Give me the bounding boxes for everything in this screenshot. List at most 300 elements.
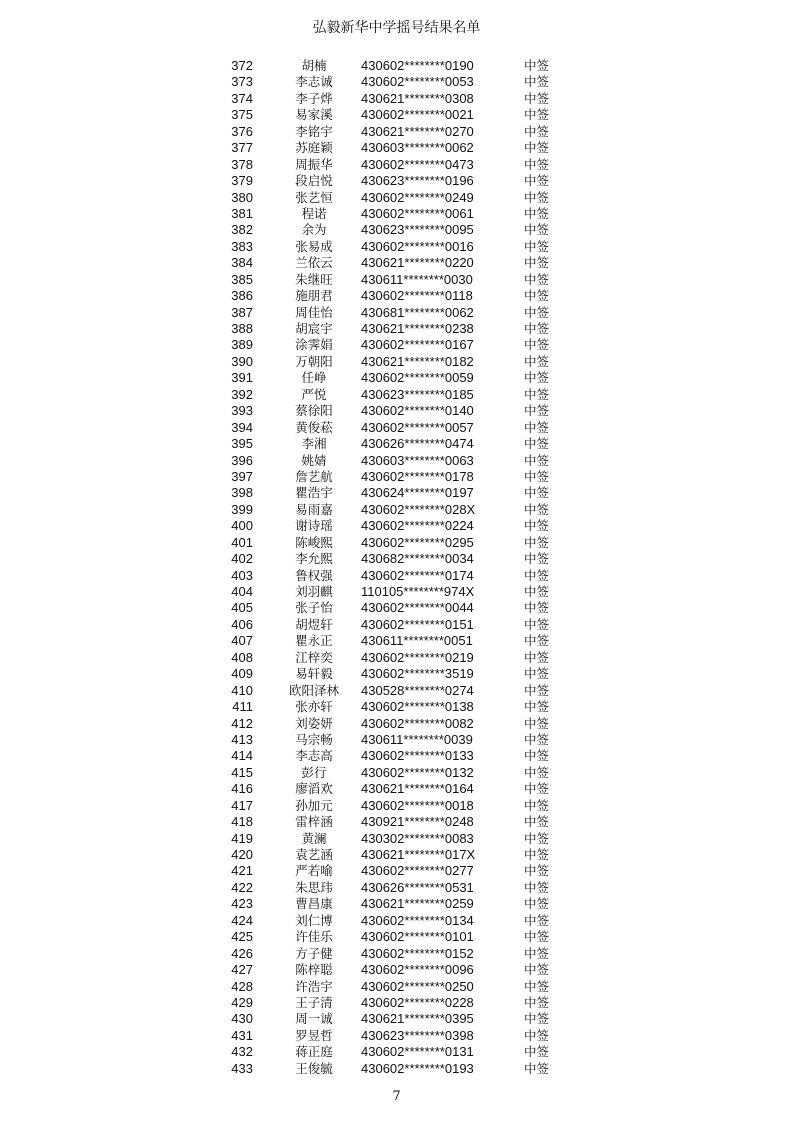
row-number: 411 <box>232 699 253 715</box>
row-number: 400 <box>231 518 253 534</box>
row-number: 375 <box>231 107 253 123</box>
lottery-result: 中签 <box>524 304 550 320</box>
row-number: 382 <box>231 222 253 238</box>
student-name: 张易成 <box>295 238 333 254</box>
row-number: 383 <box>231 238 253 254</box>
page-number: 7 <box>392 1089 401 1104</box>
row-number: 388 <box>231 321 253 336</box>
student-name: 许佳乐 <box>295 929 333 945</box>
id-number: 430603********0062 <box>361 140 474 156</box>
list-item <box>0 173 793 189</box>
lottery-result: 中签 <box>524 1011 550 1027</box>
lottery-result: 中签 <box>524 912 550 928</box>
list-item <box>0 469 793 485</box>
student-name: 袁艺涵 <box>295 847 333 862</box>
student-name: 张艺恒 <box>295 189 333 205</box>
list-item <box>0 1044 793 1060</box>
id-number: 430602********0140 <box>361 403 474 419</box>
student-name: 易家溪 <box>295 107 333 123</box>
list-item <box>0 962 793 978</box>
student-name: 马宗畅 <box>295 731 333 747</box>
row-number: 418 <box>231 814 253 830</box>
lottery-result: 中签 <box>524 584 550 599</box>
list-item <box>0 584 793 600</box>
list-item <box>0 420 793 436</box>
id-number: 430602********0057 <box>361 419 474 435</box>
student-name: 瞿永正 <box>295 633 333 649</box>
row-number: 399 <box>231 501 253 517</box>
list-item <box>0 206 793 222</box>
id-number: 430621********0220 <box>361 255 474 271</box>
row-number: 395 <box>231 436 253 452</box>
list-item <box>0 337 793 353</box>
list-item <box>0 305 793 321</box>
row-number: 422 <box>231 879 253 895</box>
lottery-result: 中签 <box>524 945 550 961</box>
result-list <box>0 58 793 1077</box>
list-item <box>0 354 793 370</box>
lottery-result: 中签 <box>524 74 550 90</box>
row-number: 372 <box>231 58 253 73</box>
id-number: 430602********0190 <box>361 58 474 73</box>
row-number: 385 <box>231 271 253 287</box>
list-item <box>0 781 793 797</box>
lottery-result: 中签 <box>524 551 550 567</box>
id-number: 430602********0277 <box>361 863 474 879</box>
list-item <box>0 880 793 896</box>
row-number: 386 <box>231 288 253 304</box>
lottery-result: 中签 <box>524 403 550 419</box>
id-number: 430611********0039 <box>361 731 473 747</box>
row-number: 420 <box>231 847 253 862</box>
id-number: 430602********0219 <box>361 649 474 665</box>
id-number: 430602********0152 <box>361 945 474 961</box>
student-name: 罗昱哲 <box>295 1027 333 1043</box>
lottery-result: 中签 <box>524 1060 550 1076</box>
id-number: 430681********0062 <box>361 304 474 320</box>
student-name: 胡煜轩 <box>295 616 333 632</box>
student-name: 王俊毓 <box>295 1060 333 1076</box>
student-name: 李湘 <box>301 436 327 452</box>
id-number: 430602********0061 <box>361 205 474 221</box>
id-number: 430602********0250 <box>361 978 474 994</box>
student-name: 张亦轩 <box>295 699 333 715</box>
list-item <box>0 716 793 732</box>
row-number: 410 <box>231 682 253 698</box>
row-number: 396 <box>231 452 253 468</box>
list-item <box>0 666 793 682</box>
lottery-result: 中签 <box>524 567 550 583</box>
list-item <box>0 1061 793 1077</box>
lottery-result: 中签 <box>524 173 550 189</box>
row-number: 412 <box>231 715 253 731</box>
row-number: 419 <box>231 830 253 846</box>
lottery-result: 中签 <box>524 699 550 715</box>
lottery-result: 中签 <box>524 682 550 698</box>
id-number: 430528********0274 <box>361 682 474 698</box>
row-number: 421 <box>231 863 253 879</box>
id-number: 430602********0131 <box>361 1044 474 1060</box>
lottery-result: 中签 <box>524 353 550 369</box>
student-name: 詹艺航 <box>295 468 333 484</box>
list-item <box>0 748 793 764</box>
student-name: 刘羽麒 <box>295 584 333 599</box>
id-number: 430621********0308 <box>361 90 474 106</box>
id-number: 430621********0395 <box>361 1011 474 1027</box>
student-name: 刘仁博 <box>295 912 333 928</box>
id-number: 430611********0030 <box>361 271 473 287</box>
id-number: 430624********0197 <box>361 485 474 501</box>
student-name: 涂霁娟 <box>295 337 333 353</box>
list-item <box>0 946 793 962</box>
row-number: 389 <box>231 337 253 353</box>
row-number: 406 <box>231 616 253 632</box>
student-name: 孙加元 <box>295 797 333 813</box>
row-number: 391 <box>231 370 253 386</box>
row-number: 417 <box>231 797 253 813</box>
lottery-result: 中签 <box>524 205 550 221</box>
lottery-result: 中签 <box>524 140 550 156</box>
lottery-result: 中签 <box>524 156 550 172</box>
row-number: 424 <box>231 912 253 928</box>
id-number: 430602********0473 <box>361 156 474 172</box>
list-item <box>0 650 793 666</box>
row-number: 394 <box>231 419 253 435</box>
lottery-result: 中签 <box>524 452 550 468</box>
list-item <box>0 863 793 879</box>
row-number: 423 <box>231 896 253 912</box>
row-number: 426 <box>231 945 253 961</box>
row-number: 384 <box>231 255 253 271</box>
row-number: 404 <box>231 584 253 599</box>
student-name: 曹昌康 <box>295 896 333 912</box>
id-number: 430602********028X <box>361 501 476 517</box>
lottery-result: 中签 <box>524 847 550 862</box>
id-number: 430602********0174 <box>361 567 474 583</box>
id-number: 430921********0248 <box>361 814 474 830</box>
list-item <box>0 1028 793 1044</box>
row-number: 397 <box>231 468 253 484</box>
list-item <box>0 979 793 995</box>
id-number: 430602********0151 <box>361 616 474 632</box>
student-name: 严若喻 <box>295 863 333 879</box>
list-item <box>0 321 793 337</box>
id-number: 430602********0101 <box>361 929 474 945</box>
id-number: 430602********0118 <box>361 288 473 304</box>
student-name: 施朋君 <box>295 288 333 304</box>
id-number: 430302********0083 <box>361 830 474 846</box>
lottery-result: 中签 <box>524 830 550 846</box>
list-item <box>0 518 793 534</box>
id-number: 430623********0398 <box>361 1027 474 1043</box>
list-item <box>0 551 793 567</box>
row-number: 378 <box>231 156 253 172</box>
row-number: 416 <box>231 781 253 797</box>
lottery-result: 中签 <box>524 238 550 254</box>
id-number: 430603********0063 <box>361 452 474 468</box>
list-item <box>0 683 793 699</box>
student-name: 周一诚 <box>295 1011 333 1027</box>
id-number: 430623********0095 <box>361 222 474 238</box>
list-item <box>0 91 793 107</box>
student-name: 胡楠 <box>301 58 327 73</box>
lottery-result: 中签 <box>524 1027 550 1043</box>
lottery-result: 中签 <box>524 994 550 1010</box>
student-name: 严悦 <box>301 386 327 402</box>
id-number: 430621********017X <box>361 847 476 862</box>
id-number: 430623********0196 <box>361 173 474 189</box>
student-name: 周振华 <box>295 156 333 172</box>
row-number: 427 <box>231 962 253 978</box>
id-number: 430602********0021 <box>361 107 474 123</box>
id-number: 430602********0138 <box>361 699 474 715</box>
student-name: 兰依云 <box>295 255 333 271</box>
student-name: 彭行 <box>301 764 327 780</box>
student-name: 黄澜 <box>301 830 327 846</box>
id-number: 430602********0082 <box>361 715 474 731</box>
row-number: 380 <box>231 189 253 205</box>
student-name: 许浩宇 <box>295 978 333 994</box>
list-item <box>0 272 793 288</box>
lottery-result: 中签 <box>524 107 550 123</box>
lottery-result: 中签 <box>524 518 550 534</box>
row-number: 390 <box>231 353 253 369</box>
id-number: 430602********0096 <box>361 962 474 978</box>
student-name: 苏庭颖 <box>295 140 333 156</box>
id-number: 430621********0259 <box>361 896 474 912</box>
id-number: 430602********0224 <box>361 518 474 534</box>
lottery-result: 中签 <box>524 748 550 764</box>
lottery-result: 中签 <box>524 534 550 550</box>
row-number: 413 <box>231 731 253 747</box>
list-item <box>0 255 793 271</box>
student-name: 李志诚 <box>295 74 333 90</box>
student-name: 欧阳泽林 <box>288 682 339 698</box>
id-number: 430602********0044 <box>361 600 474 616</box>
lottery-result: 中签 <box>524 222 550 238</box>
id-number: 430621********0238 <box>361 321 474 336</box>
row-number: 379 <box>231 173 253 189</box>
lottery-result: 中签 <box>524 814 550 830</box>
id-number: 430621********0182 <box>361 353 474 369</box>
student-name: 李志高 <box>295 748 333 764</box>
row-number: 428 <box>231 978 253 994</box>
list-item <box>0 929 793 945</box>
list-item <box>0 140 793 156</box>
student-name: 方子健 <box>295 945 333 961</box>
list-item <box>0 798 793 814</box>
lottery-result: 中签 <box>524 58 550 73</box>
lottery-result: 中签 <box>524 764 550 780</box>
list-item <box>0 814 793 830</box>
list-item <box>0 732 793 748</box>
lottery-result: 中签 <box>524 666 550 682</box>
student-name: 张子怡 <box>295 600 333 616</box>
list-item <box>0 535 793 551</box>
lottery-result: 中签 <box>524 419 550 435</box>
student-name: 李子烨 <box>295 90 333 106</box>
student-name: 谢诗瑶 <box>295 518 333 534</box>
student-name: 朱思玮 <box>295 879 333 895</box>
id-number: 430602********0059 <box>361 370 474 386</box>
student-name: 雷梓涵 <box>295 814 333 830</box>
row-number: 431 <box>231 1027 253 1043</box>
row-number: 414 <box>231 748 253 764</box>
student-name: 刘姿妍 <box>295 715 333 731</box>
lottery-result: 中签 <box>524 321 550 336</box>
id-number: 110105********974X <box>361 584 475 599</box>
lottery-result: 中签 <box>524 436 550 452</box>
student-name: 江梓奕 <box>295 649 333 665</box>
row-number: 405 <box>231 600 253 616</box>
id-number: 430602********0133 <box>361 748 474 764</box>
lottery-result: 中签 <box>524 896 550 912</box>
list-item <box>0 485 793 501</box>
list-item <box>0 453 793 469</box>
lottery-result: 中签 <box>524 255 550 271</box>
lottery-result: 中签 <box>524 715 550 731</box>
lottery-result: 中签 <box>524 649 550 665</box>
id-number: 430602********0018 <box>361 797 474 813</box>
student-name: 廖滔欢 <box>295 781 333 797</box>
list-item <box>0 765 793 781</box>
id-number: 430621********0164 <box>361 781 474 797</box>
student-name: 陈梓聪 <box>295 962 333 978</box>
lottery-result: 中签 <box>524 123 550 139</box>
list-item <box>0 831 793 847</box>
list-item <box>0 913 793 929</box>
id-number: 430621********0270 <box>361 123 474 139</box>
list-item <box>0 436 793 452</box>
row-number: 430 <box>231 1011 253 1027</box>
list-item <box>0 288 793 304</box>
id-number: 430602********0134 <box>361 912 474 928</box>
lottery-result: 中签 <box>524 731 550 747</box>
student-name: 胡宸宇 <box>295 321 333 336</box>
list-item <box>0 617 793 633</box>
list-item <box>0 633 793 649</box>
id-number: 430602********0228 <box>361 994 474 1010</box>
row-number: 407 <box>231 633 253 649</box>
student-name: 任峥 <box>301 370 327 386</box>
row-number: 409 <box>231 666 253 682</box>
row-number: 425 <box>231 929 253 945</box>
lottery-result: 中签 <box>524 929 550 945</box>
lottery-result: 中签 <box>524 633 550 649</box>
student-name: 周佳怡 <box>295 304 333 320</box>
row-number: 408 <box>231 649 253 665</box>
list-item <box>0 370 793 386</box>
list-item <box>0 222 793 238</box>
list-item <box>0 157 793 173</box>
row-number: 376 <box>231 123 253 139</box>
lottery-result: 中签 <box>524 485 550 501</box>
list-item <box>0 1011 793 1027</box>
student-name: 蔡徐阳 <box>295 403 333 419</box>
student-name: 朱继旺 <box>295 271 333 287</box>
id-number: 430602********0249 <box>361 189 474 205</box>
student-name: 黄俊菘 <box>295 419 333 435</box>
row-number: 381 <box>231 205 253 221</box>
id-number: 430602********0178 <box>361 468 474 484</box>
row-number: 432 <box>231 1044 253 1060</box>
lottery-result: 中签 <box>524 1044 550 1060</box>
student-name: 李铭宇 <box>295 123 333 139</box>
list-item <box>0 568 793 584</box>
row-number: 393 <box>231 403 253 419</box>
list-item <box>0 600 793 616</box>
id-number: 430626********0531 <box>361 879 474 895</box>
lottery-result: 中签 <box>524 797 550 813</box>
row-number: 433 <box>231 1060 253 1076</box>
id-number: 430602********0167 <box>361 337 474 353</box>
id-number: 430602********0295 <box>361 534 474 550</box>
id-number: 430682********0034 <box>361 551 474 567</box>
lottery-result: 中签 <box>524 781 550 797</box>
student-name: 段启悦 <box>295 173 333 189</box>
student-name: 姚婧 <box>301 452 327 468</box>
student-name: 蒋正庭 <box>295 1044 333 1060</box>
list-item <box>0 995 793 1011</box>
lottery-result: 中签 <box>524 386 550 402</box>
row-number: 398 <box>231 485 253 501</box>
list-item <box>0 74 793 90</box>
list-item <box>0 502 793 518</box>
row-number: 387 <box>231 304 253 320</box>
list-item <box>0 190 793 206</box>
list-item <box>0 239 793 255</box>
page-title: 弘毅新华中学摇号结果名单 <box>312 20 481 36</box>
lottery-result: 中签 <box>524 370 550 386</box>
list-item <box>0 847 793 863</box>
student-name: 王子清 <box>295 994 333 1010</box>
student-name: 易轩毅 <box>295 666 333 682</box>
lottery-result: 中签 <box>524 863 550 879</box>
id-number: 430623********0185 <box>361 386 474 402</box>
lottery-result: 中签 <box>524 189 550 205</box>
row-number: 392 <box>231 386 253 402</box>
row-number: 374 <box>231 90 253 106</box>
row-number: 415 <box>231 764 253 780</box>
row-number: 373 <box>231 74 253 90</box>
id-number: 430602********0016 <box>361 238 474 254</box>
row-number: 403 <box>231 567 253 583</box>
lottery-result: 中签 <box>524 616 550 632</box>
id-number: 430602********0193 <box>361 1060 474 1076</box>
lottery-result: 中签 <box>524 962 550 978</box>
student-name: 鲁权强 <box>295 567 333 583</box>
lottery-result: 中签 <box>524 501 550 517</box>
id-number: 430602********3519 <box>361 666 474 682</box>
student-name: 程诺 <box>301 205 327 221</box>
row-number: 402 <box>231 551 253 567</box>
lottery-result: 中签 <box>524 468 550 484</box>
row-number: 429 <box>231 994 253 1010</box>
lottery-result: 中签 <box>524 978 550 994</box>
student-name: 易雨嘉 <box>295 501 333 517</box>
lottery-result: 中签 <box>524 288 550 304</box>
student-name: 余为 <box>301 222 327 238</box>
student-name: 万朝阳 <box>295 353 333 369</box>
id-number: 430602********0132 <box>361 764 474 780</box>
lottery-result: 中签 <box>524 90 550 106</box>
lottery-result: 中签 <box>524 600 550 616</box>
list-item <box>0 58 793 74</box>
lottery-result: 中签 <box>524 337 550 353</box>
list-item <box>0 124 793 140</box>
list-item <box>0 699 793 715</box>
id-number: 430611********0051 <box>361 633 473 649</box>
